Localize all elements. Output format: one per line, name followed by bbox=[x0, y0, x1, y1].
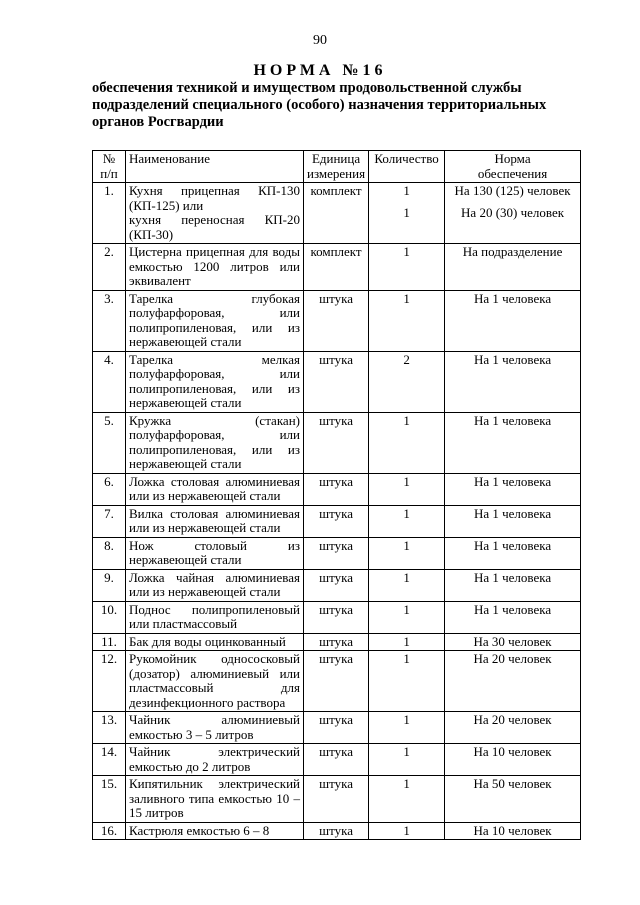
unit-cell-text: штука bbox=[319, 290, 353, 306]
row-number-text: 1. bbox=[104, 183, 114, 198]
page-number: 90 bbox=[313, 33, 327, 48]
norm-cell-text: На 10 человек bbox=[473, 822, 552, 838]
item-name-text: Ложка чайная алюминиевая или из нержавеющей стали bbox=[129, 569, 300, 599]
norm-cell bbox=[445, 290, 581, 351]
row-number-text: 2. bbox=[104, 244, 114, 259]
row-number-text: 14. bbox=[100, 744, 118, 759]
row-number-text: 8. bbox=[104, 537, 114, 553]
unit-cell bbox=[304, 822, 369, 840]
norm-cell bbox=[445, 822, 581, 840]
norm-cell bbox=[445, 244, 581, 291]
unit-cell-text: штука bbox=[319, 351, 353, 367]
table-row bbox=[93, 569, 581, 601]
unit-cell bbox=[304, 412, 369, 473]
item-name bbox=[126, 537, 304, 569]
norm-cell-text: На 1 человека bbox=[473, 351, 552, 367]
document-subtitle bbox=[92, 80, 580, 131]
header-unit bbox=[304, 151, 369, 183]
norm-cell bbox=[445, 505, 581, 537]
subtitle-line: обеспечения техникой и имуществом продовольственной службы bbox=[92, 80, 522, 96]
header-norm bbox=[445, 151, 581, 183]
norm-cell bbox=[445, 651, 581, 712]
header-text: Количество bbox=[374, 151, 439, 166]
item-name-text: Ложка столовая алюминиевая или из нержавеющей стали bbox=[129, 473, 300, 503]
row-number-text: 4. bbox=[104, 351, 114, 367]
row-number-text: 6. bbox=[104, 473, 114, 489]
header-text: № bbox=[102, 151, 116, 166]
item-name bbox=[126, 569, 304, 601]
quantity-cell bbox=[369, 244, 445, 291]
row-number bbox=[93, 776, 126, 823]
header-text: обеспечения bbox=[477, 165, 548, 181]
table-row bbox=[93, 744, 581, 776]
unit-cell-text: штука bbox=[319, 505, 353, 521]
item-name bbox=[126, 776, 304, 823]
item-name bbox=[126, 505, 304, 537]
row-number-text: 10. bbox=[100, 601, 118, 617]
unit-cell-text: штука bbox=[319, 776, 353, 791]
row-number bbox=[93, 505, 126, 537]
item-name-text: Чайник электрический емкостью до 2 литров bbox=[129, 744, 300, 774]
norm-cell bbox=[445, 473, 581, 505]
unit-cell-text: комплект bbox=[310, 183, 362, 198]
norm-cell bbox=[445, 601, 581, 633]
quantity-cell-text: 1 bbox=[403, 651, 410, 666]
quantity-cell-text: 1 bbox=[403, 601, 410, 617]
norm-cell bbox=[445, 633, 581, 651]
row-number bbox=[93, 183, 126, 244]
item-name bbox=[126, 412, 304, 473]
unit-cell bbox=[304, 183, 369, 244]
norm-cell-text: На 1 человека bbox=[473, 473, 552, 489]
unit-cell bbox=[304, 601, 369, 633]
quantity-cell bbox=[369, 473, 445, 505]
unit-cell bbox=[304, 569, 369, 601]
item-name-text: Рукомойник однососковый (дозатор) алюминиевый или пластмассовый для дезинфекционного раствора bbox=[129, 651, 300, 710]
quantity-cell-text: 1 bbox=[403, 569, 410, 585]
item-name bbox=[126, 822, 304, 840]
header-text: измерения bbox=[307, 165, 366, 181]
unit-cell bbox=[304, 473, 369, 505]
table-row bbox=[93, 412, 581, 473]
quantity-cell-text: 1 bbox=[403, 505, 410, 521]
table-row bbox=[93, 183, 581, 244]
norm-cell-text: На 50 человек bbox=[473, 776, 552, 791]
unit-cell bbox=[304, 537, 369, 569]
norm-cell bbox=[445, 537, 581, 569]
quantity-cell bbox=[369, 412, 445, 473]
table-header-row bbox=[93, 151, 581, 183]
norm-cell-text: На 1 человека bbox=[473, 601, 552, 617]
row-number bbox=[93, 633, 126, 651]
row-number bbox=[93, 537, 126, 569]
header-number bbox=[93, 151, 126, 183]
table-row bbox=[93, 351, 581, 412]
quantity-cell bbox=[369, 633, 445, 651]
quantity-cell-text: 1 bbox=[403, 822, 410, 838]
row-number-text: 13. bbox=[100, 712, 118, 727]
quantity-cell-text: 1 bbox=[403, 204, 410, 220]
quantity-cell bbox=[369, 537, 445, 569]
quantity-cell bbox=[369, 290, 445, 351]
item-name-text: Кипятильник электрический заливного типа емкостью 10 – 15 литров bbox=[129, 776, 300, 820]
norm-cell-text: На 20 человек bbox=[473, 712, 552, 727]
item-name-text: кухня переносная КП-20 (КП-30) bbox=[129, 212, 300, 242]
norm-cell bbox=[445, 183, 581, 244]
norm-cell-text: На 20 человек bbox=[473, 651, 552, 666]
row-number-text: 11. bbox=[101, 633, 117, 649]
norm-cell-text: На 20 (30) человек bbox=[461, 204, 565, 220]
item-name-text: Нож столовый из нержавеющей стали bbox=[129, 537, 300, 567]
table-row bbox=[93, 244, 581, 291]
document-title: НОРМА №16 bbox=[253, 62, 387, 79]
unit-cell-text: штука bbox=[319, 569, 353, 585]
item-name-text: Тарелка мелкая полуфарфоровая, или полипропиленовая, или из нержавеющей стали bbox=[129, 351, 300, 410]
unit-cell bbox=[304, 776, 369, 823]
table-row bbox=[93, 633, 581, 651]
row-number-text: 15. bbox=[100, 776, 118, 791]
quantity-cell-text: 2 bbox=[403, 351, 410, 367]
row-number-text: 3. bbox=[104, 290, 114, 306]
item-name bbox=[126, 744, 304, 776]
unit-cell bbox=[304, 633, 369, 651]
table-row bbox=[93, 651, 581, 712]
item-name bbox=[126, 712, 304, 744]
unit-cell bbox=[304, 744, 369, 776]
quantity-cell-text: 1 bbox=[403, 290, 410, 306]
quantity-cell-text: 1 bbox=[403, 744, 410, 759]
header-text: Единица bbox=[311, 151, 361, 166]
unit-cell bbox=[304, 712, 369, 744]
unit-cell-text: штука bbox=[319, 744, 353, 759]
quantity-cell bbox=[369, 569, 445, 601]
row-number bbox=[93, 473, 126, 505]
norm-cell bbox=[445, 569, 581, 601]
unit-cell-text: штука bbox=[319, 412, 353, 428]
item-name-text: Цистерна прицепная для воды емкостью 1200 литров или эквивалент bbox=[129, 244, 300, 288]
item-name bbox=[126, 351, 304, 412]
quantity-cell bbox=[369, 183, 445, 244]
item-name-text: Кухня прицепная КП-130 (КП-125) или bbox=[129, 183, 300, 213]
unit-cell-text: штука bbox=[319, 822, 353, 838]
norm-cell-text: На 1 человека bbox=[473, 412, 552, 428]
item-name bbox=[126, 244, 304, 291]
quantity-cell bbox=[369, 351, 445, 412]
norm-cell-text: На 130 (125) человек bbox=[454, 183, 571, 198]
item-name bbox=[126, 290, 304, 351]
norm-cell bbox=[445, 744, 581, 776]
norm-cell bbox=[445, 776, 581, 823]
table-row bbox=[93, 712, 581, 744]
row-number bbox=[93, 569, 126, 601]
norm-cell bbox=[445, 712, 581, 744]
header-name bbox=[126, 151, 304, 183]
unit-cell bbox=[304, 505, 369, 537]
quantity-cell bbox=[369, 651, 445, 712]
norm-cell-text: На 10 человек bbox=[473, 744, 552, 759]
item-name bbox=[126, 651, 304, 712]
unit-cell-text: штука bbox=[319, 712, 353, 727]
unit-cell-text: штука bbox=[319, 651, 353, 666]
quantity-cell-text: 1 bbox=[403, 537, 410, 553]
norm-cell bbox=[445, 351, 581, 412]
table-row bbox=[93, 776, 581, 823]
unit-cell-text: комплект bbox=[310, 244, 362, 259]
row-number bbox=[93, 244, 126, 291]
quantity-cell-text: 1 bbox=[403, 244, 410, 259]
quantity-cell bbox=[369, 712, 445, 744]
quantity-cell-text: 1 bbox=[403, 633, 410, 649]
unit-cell bbox=[304, 244, 369, 291]
quantity-cell-text: 1 bbox=[403, 776, 410, 791]
quantity-cell-text: 1 bbox=[403, 473, 410, 489]
row-number-text: 7. bbox=[104, 505, 114, 521]
item-name-text: Вилка столовая алюминиевая или из нержавеющей стали bbox=[129, 505, 300, 535]
norm-cell-text: На 1 человека bbox=[473, 290, 552, 306]
row-number bbox=[93, 651, 126, 712]
subtitle-line: органов Росгвардии bbox=[92, 114, 224, 130]
row-number bbox=[93, 290, 126, 351]
unit-cell bbox=[304, 651, 369, 712]
norm-cell-text: На 1 человека bbox=[473, 505, 552, 521]
quantity-cell bbox=[369, 776, 445, 823]
item-name-text: Кружка (стакан) полуфарфоровая, или полипропиленовая, или из нержавеющей стали bbox=[129, 412, 300, 471]
quantity-cell bbox=[369, 744, 445, 776]
unit-cell-text: штука bbox=[319, 473, 353, 489]
item-name-text: Чайник алюминиевый емкостью 3 – 5 литров bbox=[129, 712, 300, 742]
table-body bbox=[93, 183, 581, 840]
unit-cell bbox=[304, 351, 369, 412]
quantity-cell bbox=[369, 601, 445, 633]
quantity-cell bbox=[369, 505, 445, 537]
header-text: Наименование bbox=[129, 151, 210, 166]
table-row bbox=[93, 822, 581, 840]
norm-cell-text: На 30 человек bbox=[473, 633, 552, 649]
norm-cell-text: На 1 человека bbox=[473, 537, 552, 553]
table-row bbox=[93, 537, 581, 569]
quantity-cell-text: 1 bbox=[403, 183, 410, 198]
table-row bbox=[93, 473, 581, 505]
row-number bbox=[93, 712, 126, 744]
item-name bbox=[126, 473, 304, 505]
unit-cell-text: штука bbox=[319, 537, 353, 553]
item-name bbox=[126, 183, 304, 244]
row-number-text: 9. bbox=[104, 569, 114, 585]
row-number bbox=[93, 744, 126, 776]
header-text: п/п bbox=[100, 165, 118, 181]
row-number bbox=[93, 822, 126, 840]
header-text: Норма bbox=[494, 151, 531, 166]
row-number-text: 5. bbox=[104, 412, 114, 428]
norm-cell bbox=[445, 412, 581, 473]
unit-cell-text: штука bbox=[319, 601, 353, 617]
table-row bbox=[93, 601, 581, 633]
quantity-cell bbox=[369, 822, 445, 840]
item-name-text: Тарелка глубокая полуфарфоровая, или полипропиленовая, или из нержавеющей стали bbox=[129, 290, 300, 349]
item-name bbox=[126, 601, 304, 633]
table-row bbox=[93, 505, 581, 537]
norm-table bbox=[92, 150, 581, 840]
norm-cell-text: На подразделение bbox=[462, 244, 563, 259]
item-name-text: Поднос полипропиленовый или пластмассовый bbox=[129, 601, 300, 631]
row-number bbox=[93, 412, 126, 473]
subtitle-line: подразделений специального (особого) назначения территориальных bbox=[92, 97, 547, 113]
row-number-text: 16. bbox=[100, 822, 118, 838]
header-quantity bbox=[369, 151, 445, 183]
table-row bbox=[93, 290, 581, 351]
norm-cell-text: На 1 человека bbox=[473, 569, 552, 585]
item-name-text: Бак для воды оцинкованный bbox=[129, 633, 286, 649]
unit-cell-text: штука bbox=[319, 633, 353, 649]
row-number bbox=[93, 601, 126, 633]
row-number-text: 12. bbox=[100, 651, 118, 666]
quantity-cell-text: 1 bbox=[403, 412, 410, 428]
unit-cell bbox=[304, 290, 369, 351]
item-name-text: Кастрюля емкостью 6 – 8 bbox=[129, 822, 270, 838]
item-name bbox=[126, 633, 304, 651]
quantity-cell-text: 1 bbox=[403, 712, 410, 727]
row-number bbox=[93, 351, 126, 412]
